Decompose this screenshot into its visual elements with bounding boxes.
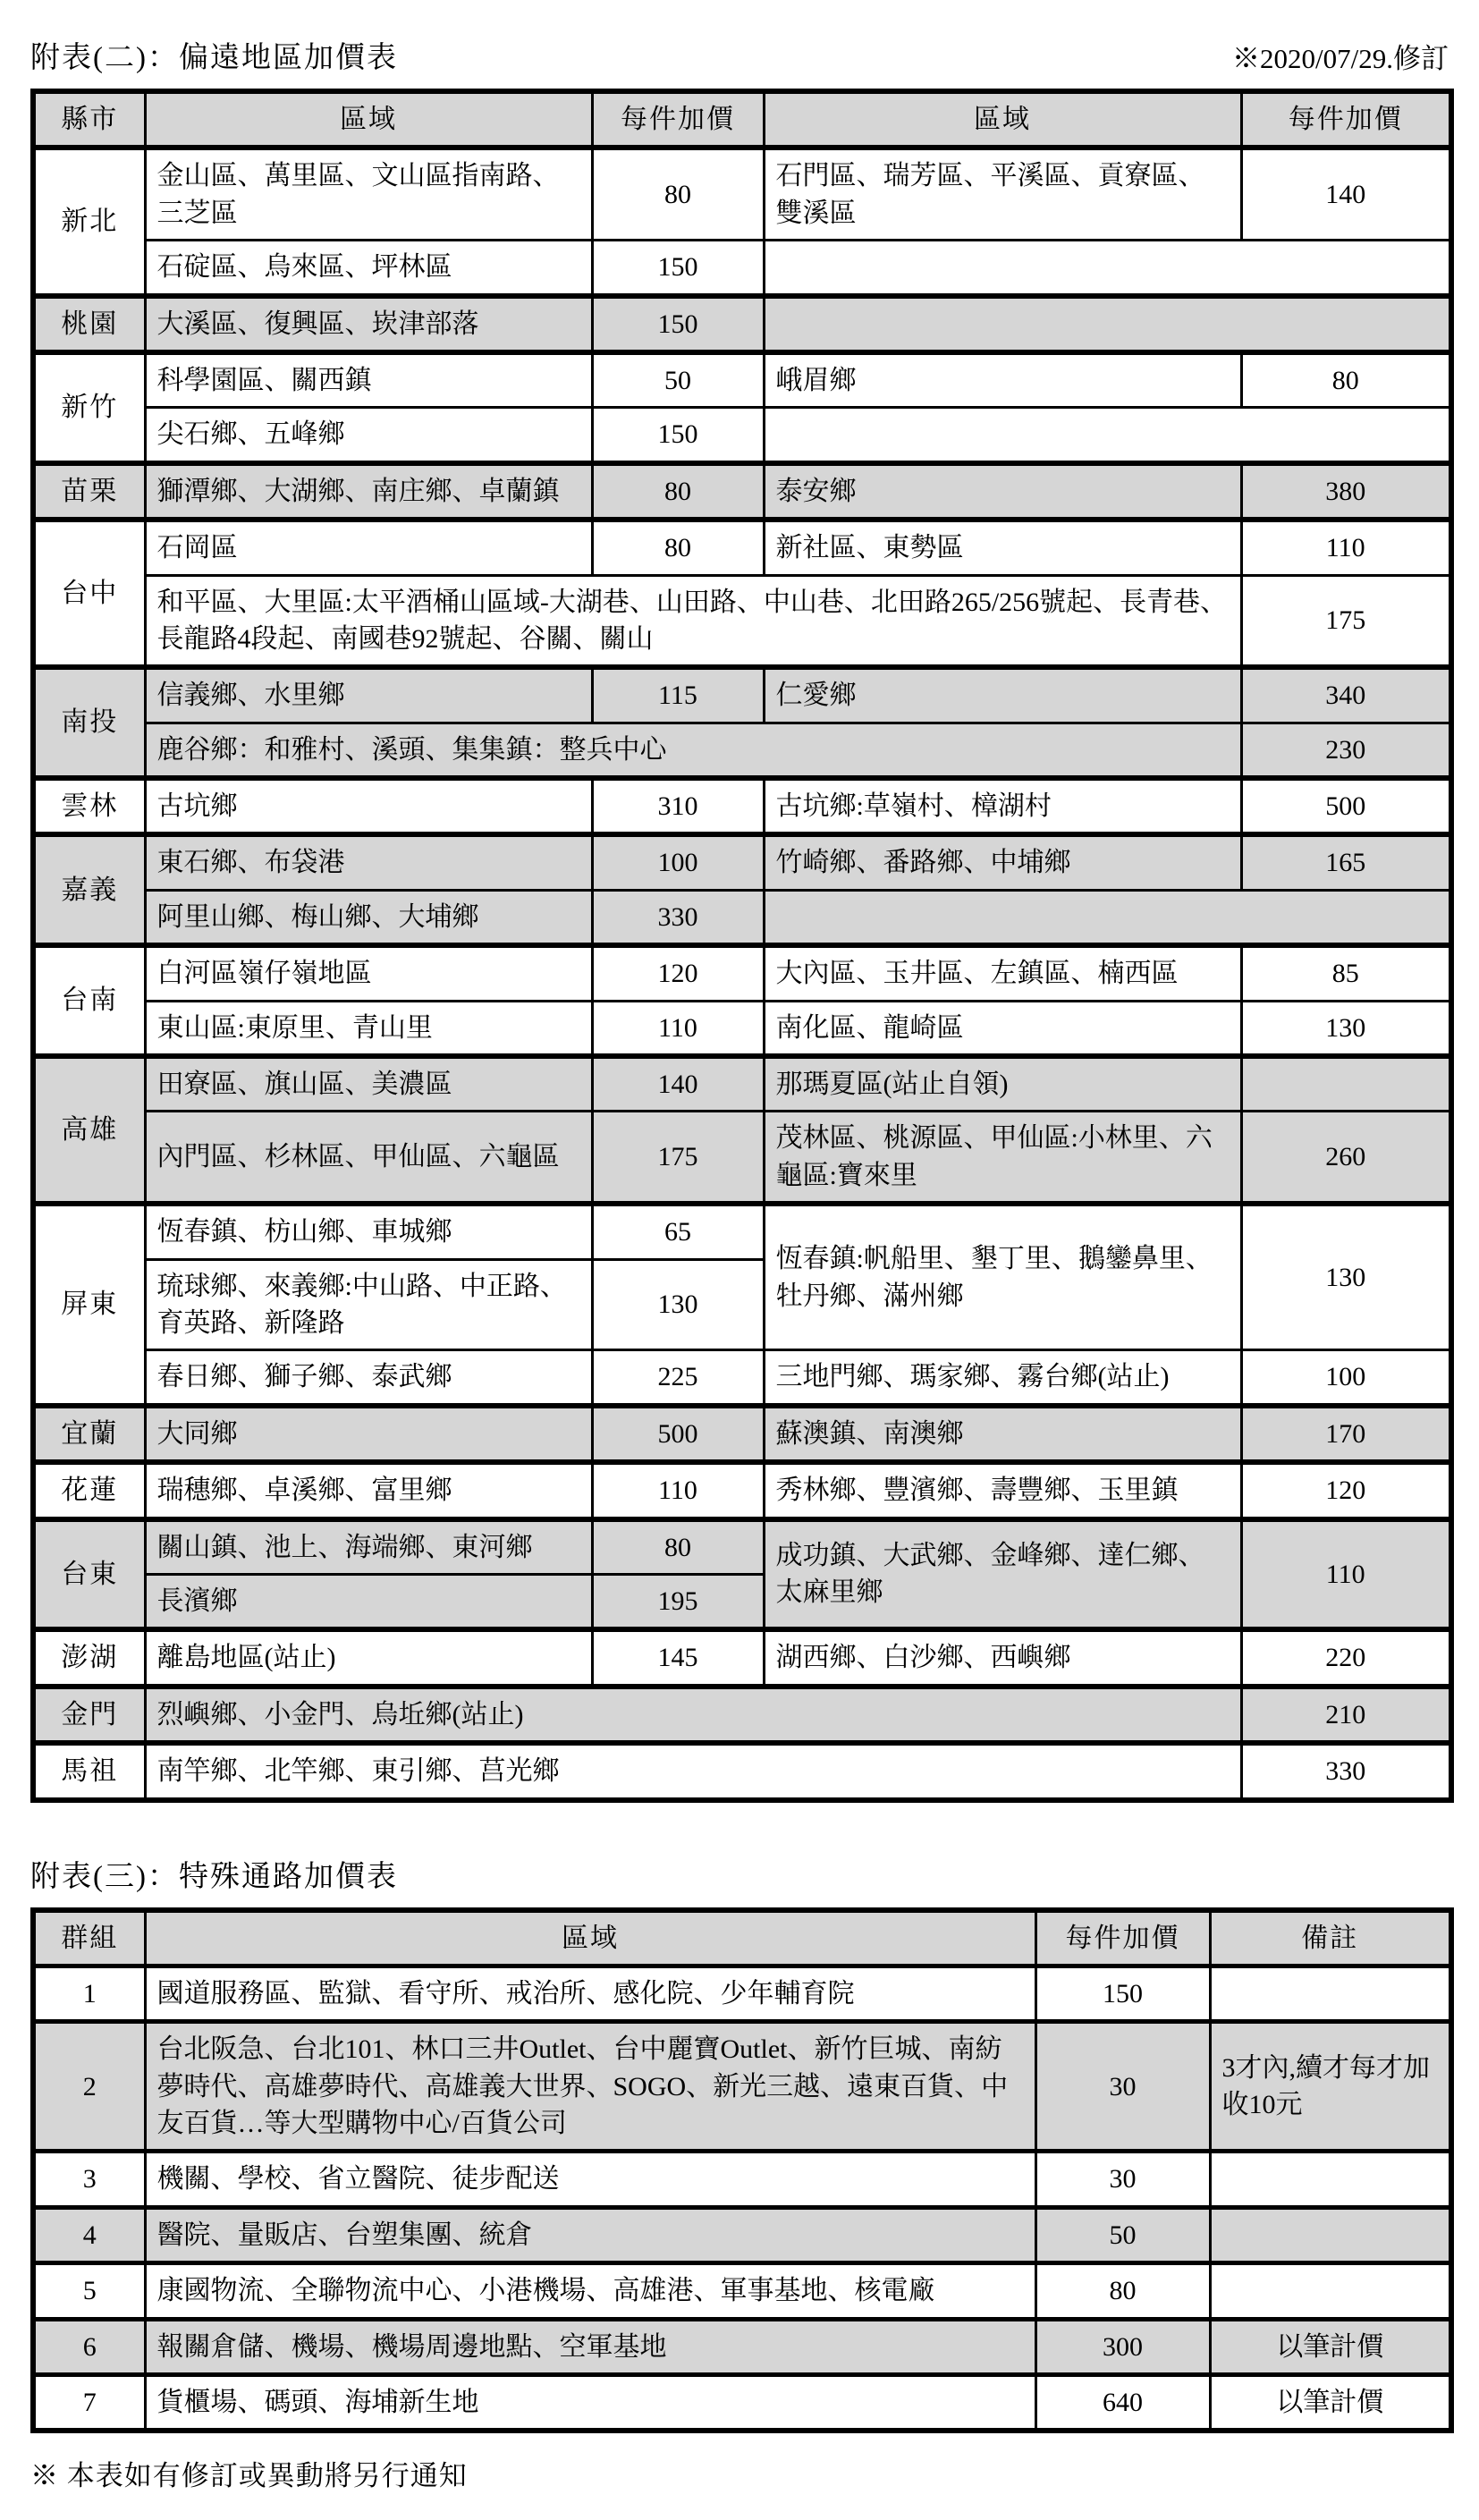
price-cell: 30 <box>1035 2022 1210 2152</box>
table-row <box>33 2375 1451 2431</box>
remark-cell: 以筆計價 <box>1210 2375 1451 2431</box>
area-cell: 竹崎鄉、番路鄉、中埔鄉 <box>764 834 1241 890</box>
table-row <box>33 1966 1451 2021</box>
price-cell: 210 <box>1241 1687 1451 1743</box>
header-area-right: 區域 <box>764 91 1241 148</box>
area-cell: 金山區、萬里區、文山區指南路、三芝區 <box>145 148 592 240</box>
county-cell: 金門 <box>33 1687 145 1743</box>
price-cell: 145 <box>592 1629 764 1686</box>
area-cell: 科學園區、關西鎮 <box>145 352 592 408</box>
county-cell: 南投 <box>33 667 145 778</box>
area-cell: 恆春鎮、枋山鄉、車城鄉 <box>145 1204 592 1259</box>
area-cell: 瑞穗鄉、卓溪鄉、富里鄉 <box>145 1462 592 1518</box>
price-cell: 310 <box>592 778 764 834</box>
county-cell: 苗栗 <box>33 463 145 520</box>
price-cell: 50 <box>592 352 764 408</box>
area-cell: 康國物流、全聯物流中心、小港機場、高雄港、軍事基地、核電廠 <box>145 2263 1035 2319</box>
group-cell: 5 <box>33 2263 145 2319</box>
price-cell: 330 <box>592 890 764 945</box>
table-row <box>33 575 1451 667</box>
table-header-row <box>33 1910 1451 1966</box>
county-cell: 高雄 <box>33 1056 145 1204</box>
county-cell: 嘉義 <box>33 834 145 945</box>
area-cell: 機關、學校、省立醫院、徒步配送 <box>145 2152 1035 2207</box>
area-cell: 尖石鄉、五峰鄉 <box>145 408 592 463</box>
area-cell: 那瑪夏區(站止自領) <box>764 1056 1241 1112</box>
price-cell: 110 <box>592 1462 764 1518</box>
table-header-row <box>33 91 1451 148</box>
group-cell: 2 <box>33 2022 145 2152</box>
table-row <box>33 667 1451 723</box>
area-cell: 台北阪急、台北101、林口三井Outlet、台中麗寶Outlet、新竹巨城、南紡夢時代、高雄夢時代、高雄義大世界、SOGO、新光三越、遠東百貨、中友百貨…等大型購物中心/百貨公司 <box>145 2022 1035 2152</box>
appendix3-title-row <box>30 1853 1449 1895</box>
price-cell: 330 <box>1241 1743 1451 1799</box>
price-cell: 340 <box>1241 667 1451 723</box>
area-cell: 仁愛鄉 <box>764 667 1241 723</box>
header-area-left: 區域 <box>145 91 592 148</box>
county-cell: 台中 <box>33 520 145 667</box>
table-row <box>33 1406 1451 1462</box>
table-row <box>33 1056 1451 1112</box>
area-cell: 長濱鄉 <box>145 1574 592 1629</box>
area-cell: 鹿谷鄉：和雅村、溪頭、集集鎮：整兵中心 <box>145 723 1241 778</box>
price-cell: 130 <box>1241 1001 1451 1056</box>
price-cell: 170 <box>1241 1406 1451 1462</box>
header-price-right: 每件加價 <box>1241 91 1451 148</box>
remark-cell: 3才內,續才每才加收10元 <box>1210 2022 1451 2152</box>
price-cell: 165 <box>1241 834 1451 890</box>
empty-cell <box>764 890 1451 945</box>
group-cell: 4 <box>33 2207 145 2262</box>
price-cell: 80 <box>592 463 764 520</box>
area-cell: 東石鄉、布袋港 <box>145 834 592 890</box>
county-cell: 台南 <box>33 945 145 1056</box>
price-cell: 195 <box>592 1574 764 1629</box>
table-row <box>33 890 1451 945</box>
price-cell: 100 <box>1241 1350 1451 1406</box>
revision-note: ※2020/07/29.修訂 <box>1232 43 1449 74</box>
table-row <box>33 1687 1451 1743</box>
price-cell: 130 <box>592 1259 764 1350</box>
table-row <box>33 2263 1451 2319</box>
price-cell: 80 <box>1241 352 1451 408</box>
table-row <box>33 296 1451 352</box>
price-cell <box>1241 1056 1451 1112</box>
table-row <box>33 463 1451 520</box>
county-cell: 花蓮 <box>33 1462 145 1518</box>
price-cell: 80 <box>592 520 764 575</box>
price-cell: 150 <box>592 408 764 463</box>
area-cell: 白河區嶺仔嶺地區 <box>145 945 592 1001</box>
area-cell: 泰安鄉 <box>764 463 1241 520</box>
area-cell: 阿里山鄉、梅山鄉、大埔鄉 <box>145 890 592 945</box>
price-cell: 85 <box>1241 945 1451 1001</box>
county-cell: 新北 <box>33 148 145 295</box>
table-row <box>33 2207 1451 2262</box>
table-row <box>33 834 1451 890</box>
area-cell: 大內區、玉井區、左鎮區、楠西區 <box>764 945 1241 1001</box>
area-cell: 蘇澳鎮、南澳鄉 <box>764 1406 1241 1462</box>
area-cell: 獅潭鄉、大湖鄉、南庄鄉、卓蘭鎮 <box>145 463 592 520</box>
area-cell: 烈嶼鄉、小金門、烏坵鄉(站止) <box>145 1687 1241 1743</box>
area-cell: 古坑鄉:草嶺村、樟湖村 <box>764 778 1241 834</box>
group-cell: 1 <box>33 1966 145 2021</box>
area-cell: 石岡區 <box>145 520 592 575</box>
price-cell: 230 <box>1241 723 1451 778</box>
table-row <box>33 408 1451 463</box>
table-row <box>33 1629 1451 1686</box>
table-row <box>33 945 1451 1001</box>
price-cell: 175 <box>1241 575 1451 667</box>
table-row <box>33 2022 1451 2152</box>
price-cell: 80 <box>1035 2263 1210 2319</box>
county-cell: 桃園 <box>33 296 145 352</box>
price-cell: 300 <box>1035 2319 1210 2374</box>
county-cell: 宜蘭 <box>33 1406 145 1462</box>
table-row <box>33 1462 1451 1518</box>
table-row <box>33 1743 1451 1799</box>
table-row <box>33 1519 1451 1575</box>
footnote: ※ 本表如有修訂或異動將另行通知 <box>30 2460 468 2492</box>
price-cell: 30 <box>1035 2152 1210 2207</box>
price-cell: 140 <box>1241 148 1451 240</box>
area-cell: 春日鄉、獅子鄉、泰武鄉 <box>145 1350 592 1406</box>
section-gap <box>30 1803 1449 1853</box>
table-row <box>33 148 1451 240</box>
area-cell: 貨櫃場、碼頭、海埔新生地 <box>145 2375 1035 2431</box>
area-cell: 醫院、量販店、台塑集團、統倉 <box>145 2207 1035 2262</box>
price-cell: 150 <box>592 296 764 352</box>
area-cell: 成功鎮、大武鄉、金峰鄉、達仁鄉、太麻里鄉 <box>764 1519 1241 1630</box>
appendix2-title: 附表(二)：偏遠地區加價表 <box>30 42 398 74</box>
header-area: 區域 <box>145 1910 1035 1966</box>
price-cell: 220 <box>1241 1629 1451 1686</box>
area-cell: 新社區、東勢區 <box>764 520 1241 575</box>
area-cell: 秀林鄉、豐濱鄉、壽豐鄉、玉里鎮 <box>764 1462 1241 1518</box>
special-channel-surcharge-table <box>30 1907 1454 2434</box>
price-cell: 260 <box>1241 1112 1451 1204</box>
area-cell: 峨眉鄉 <box>764 352 1241 408</box>
county-cell: 馬祖 <box>33 1743 145 1799</box>
table-row <box>33 352 1451 408</box>
area-cell: 信義鄉、水里鄉 <box>145 667 592 723</box>
price-cell: 640 <box>1035 2375 1210 2431</box>
price-cell: 140 <box>592 1056 764 1112</box>
county-cell: 屏東 <box>33 1204 145 1406</box>
area-cell: 三地門鄉、瑪家鄉、霧台鄉(站止) <box>764 1350 1241 1406</box>
area-cell: 湖西鄉、白沙鄉、西嶼鄉 <box>764 1629 1241 1686</box>
table-row <box>33 2319 1451 2374</box>
group-cell: 3 <box>33 2152 145 2207</box>
table-row <box>33 2152 1451 2207</box>
remark-cell: 以筆計價 <box>1210 2319 1451 2374</box>
area-cell: 石碇區、烏來區、坪林區 <box>145 241 592 296</box>
header-county: 縣市 <box>33 91 145 148</box>
table-row <box>33 1112 1451 1204</box>
price-cell: 50 <box>1035 2207 1210 2262</box>
price-cell: 120 <box>1241 1462 1451 1518</box>
price-cell: 110 <box>592 1001 764 1056</box>
area-cell: 恆春鎮:帆船里、墾丁里、鵝鑾鼻里、牡丹鄉、滿州鄉 <box>764 1204 1241 1350</box>
county-cell: 台東 <box>33 1519 145 1630</box>
area-cell: 國道服務區、監獄、看守所、戒治所、感化院、少年輔育院 <box>145 1966 1035 2021</box>
table-row <box>33 1350 1451 1406</box>
group-cell: 6 <box>33 2319 145 2374</box>
area-cell: 南竿鄉、北竿鄉、東引鄉、莒光鄉 <box>145 1743 1241 1799</box>
group-cell: 7 <box>33 2375 145 2431</box>
remark-cell <box>1210 2152 1451 2207</box>
price-cell: 150 <box>1035 1966 1210 2021</box>
table-row <box>33 778 1451 834</box>
appendix3-title: 附表(三)：特殊通路加價表 <box>30 1860 398 1893</box>
area-cell: 關山鎮、池上、海端鄉、東河鄉 <box>145 1519 592 1575</box>
area-cell: 報關倉儲、機場、機場周邊地點、空軍基地 <box>145 2319 1035 2374</box>
area-cell: 琉球鄉、來義鄉:中山路、中正路、育英路、新隆路 <box>145 1259 592 1350</box>
remark-cell <box>1210 1966 1451 2021</box>
area-cell: 古坑鄉 <box>145 778 592 834</box>
empty-cell <box>764 241 1451 296</box>
empty-cell <box>764 408 1451 463</box>
price-cell: 100 <box>592 834 764 890</box>
area-cell: 田寮區、旗山區、美濃區 <box>145 1056 592 1112</box>
price-cell: 175 <box>592 1112 764 1204</box>
remark-cell <box>1210 2263 1451 2319</box>
price-cell: 500 <box>1241 778 1451 834</box>
remote-area-surcharge-table <box>30 89 1454 1803</box>
price-cell: 65 <box>592 1204 764 1259</box>
price-cell: 500 <box>592 1406 764 1462</box>
empty-cell <box>764 296 1451 352</box>
remark-cell <box>1210 2207 1451 2262</box>
header-price-left: 每件加價 <box>592 91 764 148</box>
area-cell: 東山區:東原里、青山里 <box>145 1001 592 1056</box>
table-row <box>33 1204 1451 1259</box>
price-cell: 225 <box>592 1350 764 1406</box>
price-cell: 120 <box>592 945 764 1001</box>
table-row <box>33 1001 1451 1056</box>
county-cell: 澎湖 <box>33 1629 145 1686</box>
price-cell: 115 <box>592 667 764 723</box>
price-cell: 130 <box>1241 1204 1451 1350</box>
table-row <box>33 520 1451 575</box>
county-cell: 雲林 <box>33 778 145 834</box>
county-cell: 新竹 <box>33 352 145 463</box>
header-remark: 備註 <box>1210 1910 1451 1966</box>
header-price: 每件加價 <box>1035 1910 1210 1966</box>
price-cell: 380 <box>1241 463 1451 520</box>
price-cell: 110 <box>1241 520 1451 575</box>
table-row <box>33 241 1451 296</box>
area-cell: 石門區、瑞芳區、平溪區、貢寮區、雙溪區 <box>764 148 1241 240</box>
area-cell: 內門區、杉林區、甲仙區、六龜區 <box>145 1112 592 1204</box>
area-cell: 和平區、大里區:太平酒桶山區域-大湖巷、山田路、中山巷、北田路265/256號起、長青巷、長龍路4段起、南國巷92號起、谷關、關山 <box>145 575 1241 667</box>
table-row <box>33 723 1451 778</box>
price-cell: 80 <box>592 148 764 240</box>
area-cell: 大同鄉 <box>145 1406 592 1462</box>
area-cell: 離島地區(站止) <box>145 1629 592 1686</box>
header-group: 群組 <box>33 1910 145 1966</box>
price-cell: 150 <box>592 241 764 296</box>
area-cell: 南化區、龍崎區 <box>764 1001 1241 1056</box>
area-cell: 大溪區、復興區、崁津部落 <box>145 296 592 352</box>
price-cell: 110 <box>1241 1519 1451 1630</box>
area-cell: 茂林區、桃源區、甲仙區:小林里、六龜區:寶來里 <box>764 1112 1241 1204</box>
price-cell: 80 <box>592 1519 764 1575</box>
appendix2-title-row <box>30 34 1449 76</box>
